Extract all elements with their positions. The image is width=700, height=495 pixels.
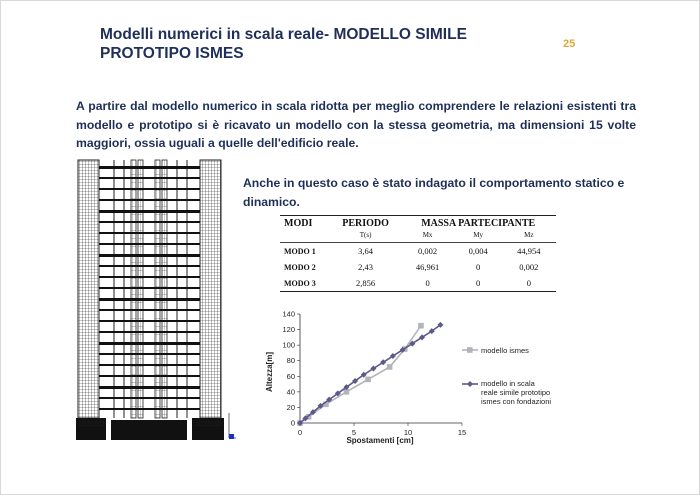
axis-triad: [229, 413, 236, 439]
table-row: [280, 243, 556, 260]
x-tick-label: 15: [457, 428, 467, 437]
row-cell: 0: [455, 275, 502, 292]
legend-label: modello ismes: [481, 346, 529, 355]
subtitle-paragraph: Anche in questo caso è stato indagato il comportamento statico e dinamico.: [243, 176, 625, 209]
displacement-chart: [260, 302, 570, 452]
page-number: 25: [563, 38, 576, 50]
legend-label: reale simile prototipo: [481, 388, 551, 397]
chart-series: [297, 322, 443, 426]
chart-legend: [462, 346, 551, 406]
modes-table: [280, 215, 556, 292]
floor-slab: [99, 364, 200, 366]
header-modi: MODI: [280, 216, 331, 230]
floor-slab: [99, 243, 200, 245]
row-cell: 44,954: [517, 246, 541, 256]
foundation-center: [111, 420, 187, 440]
floor-slab: [99, 166, 200, 169]
unit-mx: Mx: [400, 229, 454, 243]
series-point: [365, 377, 371, 383]
header-massa: MASSA PARTECIPANTE: [400, 216, 556, 230]
x-tick-label: 5: [351, 428, 357, 437]
table-row: [280, 259, 556, 275]
header-periodo: PERIODO: [331, 216, 401, 230]
floor-slab: [99, 298, 200, 301]
floor-slab: [99, 265, 200, 267]
floor-slab: [99, 188, 200, 190]
row-cell: 0: [400, 275, 454, 292]
unit-period: T(s): [331, 229, 401, 243]
row-label: MODO 2: [284, 262, 316, 272]
floor-slab: [99, 397, 200, 399]
floor-slab: [99, 221, 200, 223]
y-tick-label: 40: [286, 387, 295, 397]
floor-slab: [99, 309, 200, 311]
y-axis-label: Altezza[m]: [265, 351, 274, 393]
row-cell: 0,004: [468, 246, 488, 256]
floor-slab: [99, 386, 200, 389]
floor-slab: [99, 342, 200, 345]
floor-slab: [99, 331, 200, 333]
floor-slab: [99, 232, 200, 234]
unit-mz: Mz: [502, 229, 556, 243]
row-cell: 0: [502, 275, 556, 292]
legend-label: modello in scala: [481, 379, 535, 388]
row-label: MODO 3: [280, 275, 331, 292]
floor-slab: [99, 375, 200, 377]
floor-slab: [99, 254, 200, 257]
left-core-mesh: [78, 160, 99, 418]
legend-label: ismes con fondazioni: [481, 397, 552, 406]
x-tick-label: 10: [403, 428, 413, 437]
floor-slab: [99, 408, 200, 410]
x-axis-label: Spostamenti [cm]: [346, 436, 414, 445]
floor-slab: [99, 199, 200, 201]
floor-slab: [99, 210, 200, 213]
series-point: [387, 364, 393, 370]
intro-paragraph: A partire dal modello numerico in scala ridotta per meglio comprendere le relazioni esistenti tra modello e prototipo si è ricavato un modello con la stessa geometria, ma dimensioni 15 volte maggiori, ossia uguali a quelle dell'edificio reale.: [76, 99, 636, 150]
y-tick-label: 100: [282, 340, 295, 350]
floor-slab: [99, 287, 200, 289]
y-tick-label: 120: [282, 325, 295, 335]
y-tick-label: 0: [290, 418, 295, 428]
unit-my: My: [455, 229, 502, 243]
x-tick-label: 0: [297, 428, 303, 437]
row-cell: 0,002: [418, 246, 438, 256]
slide-title: [100, 25, 520, 63]
row-cell: 0: [476, 262, 481, 272]
title-line-1: Modelli numerici in scala reale- MODELLO SIMILE: [100, 26, 467, 43]
floor-slab: [99, 177, 200, 179]
legend-marker: [467, 381, 473, 387]
y-tick-label: 80: [286, 356, 295, 366]
right-core-mesh: [200, 160, 221, 418]
y-tick-label: 140: [282, 309, 295, 319]
row-label: MODO 1: [284, 246, 316, 256]
row-cell: 0,002: [519, 262, 539, 272]
unit-empty: [280, 229, 331, 243]
row-cell: 3,64: [358, 246, 373, 256]
title-line-2: PROTOTIPO ISMES: [100, 45, 244, 62]
floor-slab: [99, 353, 200, 355]
row-cell: 2,856: [331, 275, 401, 292]
legend-marker: [467, 347, 473, 353]
y-tick-label: 20: [286, 402, 295, 412]
series-point: [418, 323, 424, 329]
row-cell: 46,961: [415, 262, 440, 272]
floor-slab: [99, 320, 200, 322]
building-model-image: [76, 158, 236, 448]
floor-slab: [99, 276, 200, 278]
table-row: [280, 275, 556, 292]
row-cell: 2,43: [358, 262, 373, 272]
y-tick-label: 60: [286, 371, 295, 381]
